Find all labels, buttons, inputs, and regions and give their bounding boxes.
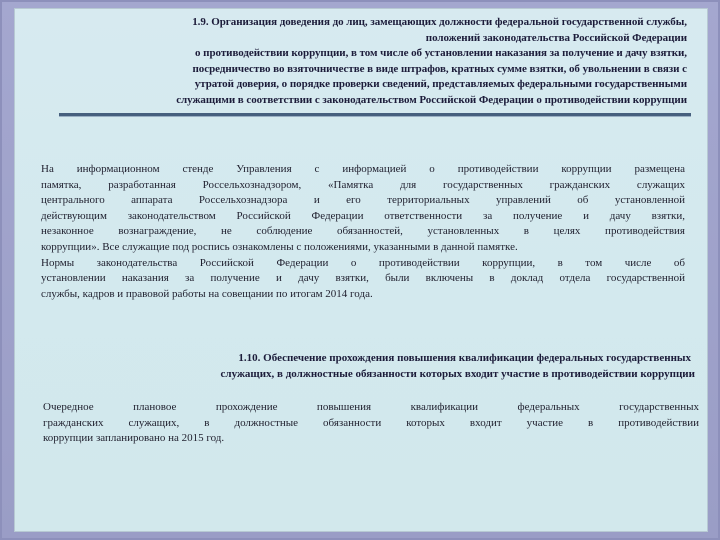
body-line: службы, кадров и правовой работы на совещании по итогам 2014 года. [41,287,373,300]
title-line: 1.9. Организация доведения до лиц, замещающих должности федеральной государственной службы, [192,16,687,28]
body-line: установлении наказания за получение и дачу взятки, были включены в доклад отдела государственной [41,272,685,285]
body-line: незаконное вознаграждение, не соблюдение обязанностей, установленных в целях противодействия [41,225,685,238]
body-line: памятка, разработанная Россельхознадзором, «Памятка для государственных гражданских служащих [41,178,685,191]
body-line: коррупции запланировано на 2015 год. [43,432,225,445]
title-divider [59,113,691,117]
body-line: Нормы законодательства Российской Федерации о противодействии коррупции, в том числе об [41,256,685,269]
body-line: коррупции». Все служащие под роспись ознакомлены с положениями, указанными в данной памятке. [41,240,518,253]
body-line: Очередное плановое прохождение повышения квалификации федеральных государственных [43,401,699,413]
body-line: центрального аппарата Россельхознадзора и его территориальных управлений об установленной [41,194,685,207]
content-panel [14,8,708,532]
title-line: посредничество во взяточничестве в виде штрафов, кратных сумме взятки, об увольнении в связи с [192,62,687,75]
body-line: На информационном стенде Управления с информацией о противодействии коррупции размещена [41,163,685,175]
title-line: 1.10. Обеспечение прохождения повышения квалификации федеральных государственных [238,352,691,364]
title-line: о противодействии коррупции, в том числе об установлении наказания за получение и дачу взятки, [195,47,687,60]
section-1-10-body [43,400,699,447]
title-line: служащих, в должностные обязанности которых входит участие в противодействии коррупции [220,368,695,380]
body-line: гражданских служащих, в должностные обязанности которых входит участие в противодействии [43,416,699,429]
body-line: действующим законодательством Российской Федерации ответственности за получение и дачу взятки, [41,209,685,222]
title-line: положений законодательства Российской Федерации [425,31,687,44]
title-line: служащими в соответствии с законодательством Российской Федерации о противодействии коррупции [176,93,687,106]
section-1-9-title [55,15,687,109]
title-line: утратой доверия, о порядке проверки сведений, представляемых федеральными государственными [194,78,687,91]
section-1-10-title [55,350,695,382]
section-1-9-body [41,162,685,302]
